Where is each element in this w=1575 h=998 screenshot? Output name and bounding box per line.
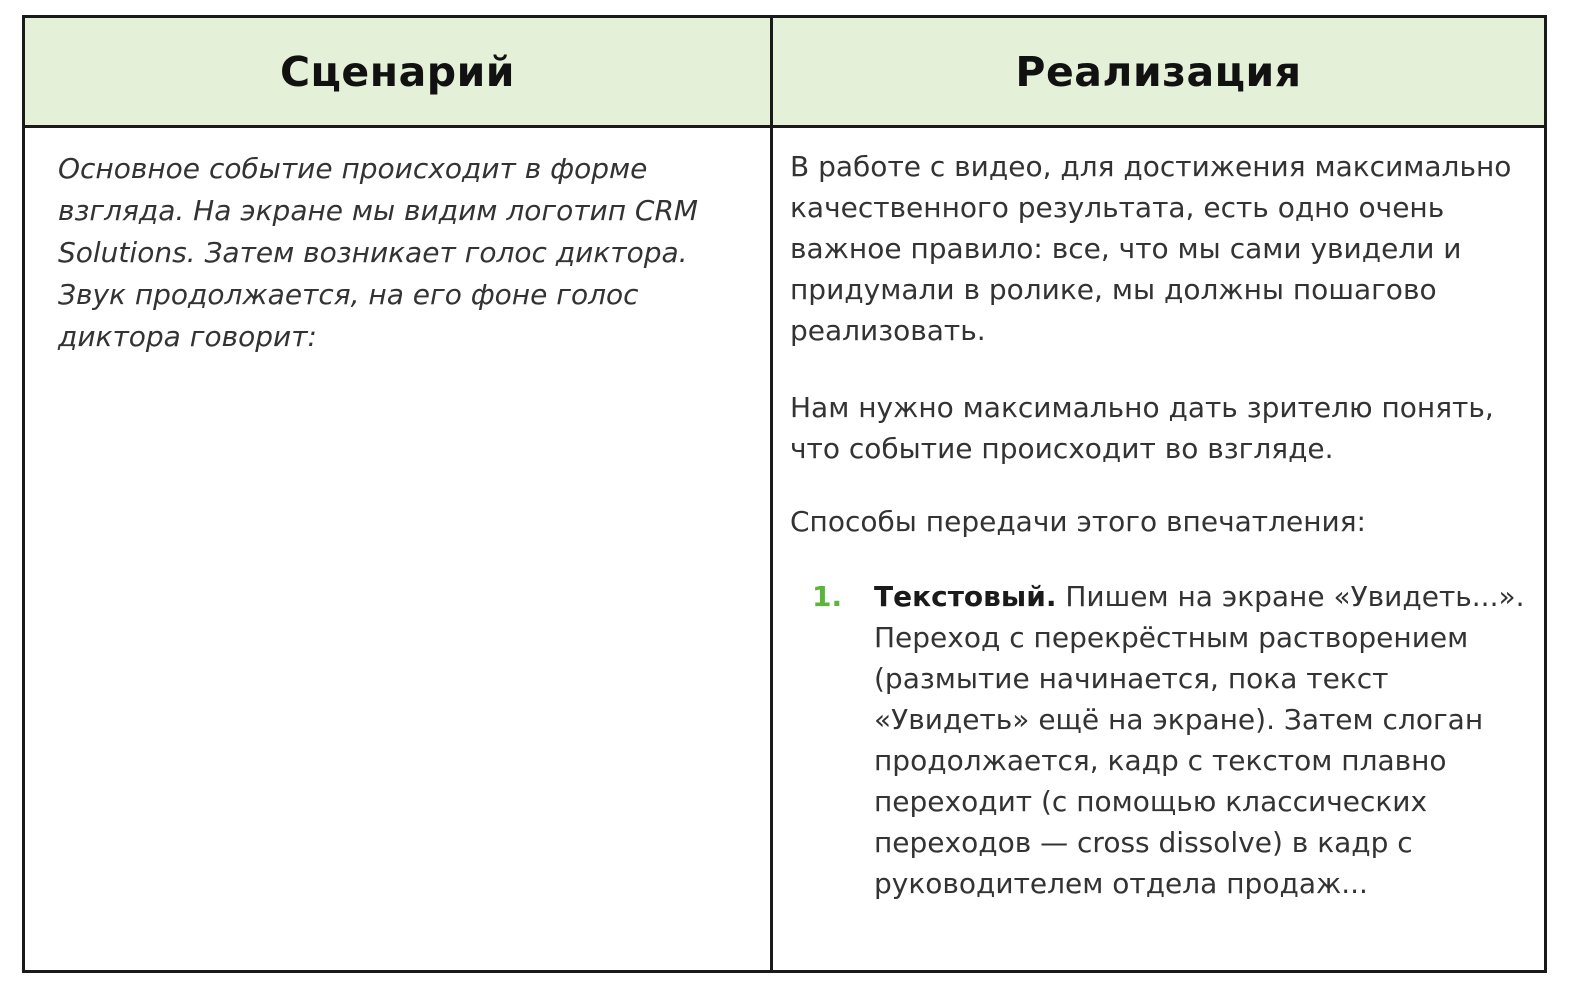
- header-scenario: Сценарий: [279, 47, 516, 96]
- implementation-paragraph-2: Нам нужно максимально дать зрителю понять, что событие происходит во взгляде.: [790, 391, 1494, 465]
- column-divider: [770, 18, 773, 970]
- implementation-cell: [790, 146, 1535, 904]
- implementation-paragraph-3: Способы передачи этого впечатления:: [790, 505, 1366, 538]
- scenario-text: Основное событие происходит в форме взгляда. На экране мы видим логотип CRM Solutions. Затем возникает голос диктора. Звук продолжается, на его фоне голос диктора говорит:: [58, 152, 699, 353]
- header-implementation: Реализация: [1015, 47, 1302, 96]
- scenario-cell: [58, 148, 738, 358]
- implementation-paragraph-1: В работе с видео, для достижения максимально качественного результата, есть одно очень важное правило: все, что мы сами увидели и придумали в ролике, мы должны пошагово реализовать.: [790, 150, 1512, 347]
- table-header-row: [25, 18, 1544, 128]
- list-item-title: Текстовый.: [874, 580, 1057, 613]
- list-item: [790, 576, 1535, 904]
- list-item-text: Пишем на экране «Увидеть...». Переход с перекрёстным растворением (размытие начинается, пока текст «Увидеть» ещё на экране). Затем слоган продолжается, кадр с текстом плавно переходит (с помощью классических переходов — cross dissolve) в кадр с руководителем отдела продаж...: [874, 580, 1525, 900]
- comparison-table: [22, 15, 1547, 973]
- list-item-number: 1.: [812, 580, 843, 613]
